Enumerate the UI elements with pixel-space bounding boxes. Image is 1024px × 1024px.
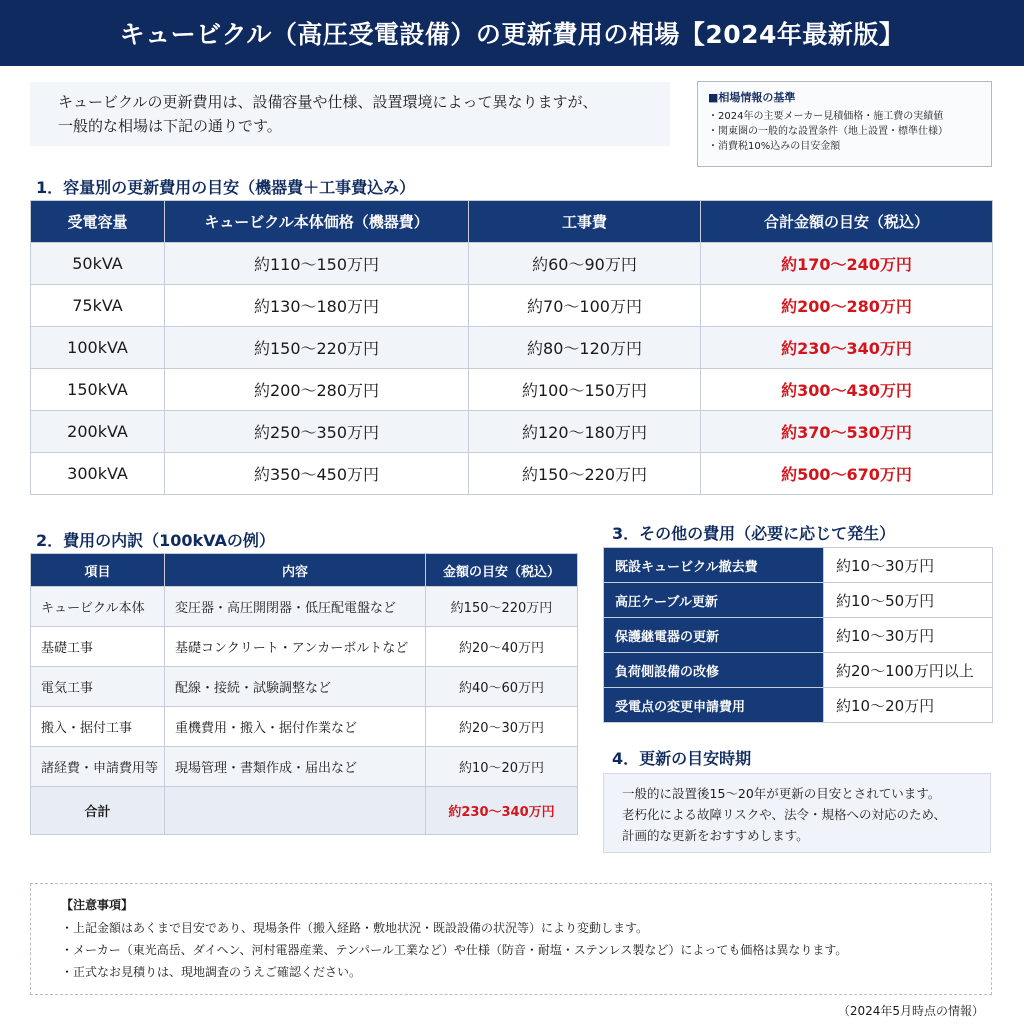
table-row [604, 583, 993, 618]
table-row [31, 627, 578, 667]
note-item: ・上記金額はあくまで目安であり、現場条件（搬入経路・敷地状況・既設設備の状況等）により変動します。 [61, 921, 649, 935]
table-row [31, 587, 578, 627]
item-cell: 基礎工事 [31, 627, 165, 667]
cost-item-value: 約10～50万円 [824, 583, 993, 618]
amount-cell: 約10～20万円 [426, 747, 578, 787]
total-cost-cell: 約300～430万円 [701, 369, 993, 411]
section1-title: 1．容量別の更新費用の目安（機器費＋工事費込み） [36, 178, 416, 197]
column-header: 内容 [165, 554, 426, 587]
cost-item-value: 約10～20万円 [824, 688, 993, 723]
table-row [31, 369, 993, 411]
equipment-cost-cell: 約130～180万円 [165, 285, 469, 327]
amount-cell: 約20～40万円 [426, 627, 578, 667]
cost-item-label: 高圧ケーブル更新 [604, 583, 824, 618]
cost-item-value: 約10～30万円 [824, 548, 993, 583]
table-row [604, 688, 993, 723]
table-header-row [31, 201, 993, 243]
column-header: 受電容量 [31, 201, 165, 243]
renewal-text-line: 一般的に設置後15～20年が更新の目安とされています。 [622, 786, 941, 801]
capacity-cost-table [30, 200, 993, 495]
cost-item-label: 既設キュービクル撤去費 [604, 548, 824, 583]
renewal-text-line: 老朽化による故障リスクや、法令・規格への対応のため、 [622, 807, 947, 822]
table-row [31, 707, 578, 747]
table-row [31, 747, 578, 787]
renewal-timing-box [603, 773, 991, 853]
notes-box [30, 883, 992, 995]
table-header-row [31, 554, 578, 587]
amount-cell: 約20～30万円 [426, 707, 578, 747]
note-item: ・正式なお見積りは、現地調査のうえご確認ください。 [61, 965, 362, 979]
column-header: キュービクル本体価格（機器費） [165, 201, 469, 243]
construction-cost-cell: 約100～150万円 [469, 369, 701, 411]
info-date-note: （2024年5月時点の情報） [837, 1004, 984, 1018]
equipment-cost-cell: 約110～150万円 [165, 243, 469, 285]
total-cost-cell: 約170～240万円 [701, 243, 993, 285]
capacity-cell: 50kVA [31, 243, 165, 285]
table-row [31, 667, 578, 707]
table-row [604, 653, 993, 688]
cost-item-label: 受電点の変更申請費用 [604, 688, 824, 723]
title-banner [0, 0, 1024, 66]
equipment-cost-cell: 約250～350万円 [165, 411, 469, 453]
table-row [31, 243, 993, 285]
basis-title: ■相場情報の基準 [708, 91, 796, 104]
table-row [604, 548, 993, 583]
cost-item-label: 保護継電器の更新 [604, 618, 824, 653]
capacity-cell: 100kVA [31, 327, 165, 369]
intro-box [30, 82, 670, 146]
table-row [31, 285, 993, 327]
column-header: 工事費 [469, 201, 701, 243]
note-item: ・メーカー（東光高岳、ダイヘン、河村電器産業、テンパール工業など）や仕様（防音・耐塩・ステンレス製など）によっても価格は異なります。 [61, 943, 848, 957]
construction-cost-cell: 約120～180万円 [469, 411, 701, 453]
capacity-cell: 300kVA [31, 453, 165, 495]
cost-item-label: 負荷側設備の改修 [604, 653, 824, 688]
cost-item-value: 約10～30万円 [824, 618, 993, 653]
table-row [604, 618, 993, 653]
content-cell: 重機費用・搬入・据付作業など [165, 707, 426, 747]
capacity-cell: 200kVA [31, 411, 165, 453]
other-costs-table [603, 547, 993, 723]
section4-title: 4．更新の目安時期 [612, 749, 752, 768]
page-title: キュービクル（高圧受電設備）の更新費用の相場【2024年最新版】 [119, 20, 905, 49]
content-cell: 現場管理・書類作成・届出など [165, 747, 426, 787]
amount-cell: 約40～60万円 [426, 667, 578, 707]
content-cell: 変圧器・高圧開閉器・低圧配電盤など [165, 587, 426, 627]
total-row [31, 787, 578, 835]
total-cost-cell: 約370～530万円 [701, 411, 993, 453]
item-cell: 搬入・据付工事 [31, 707, 165, 747]
total-empty-cell [165, 787, 426, 835]
table-row [31, 327, 993, 369]
basis-item: ・関東圏の一般的な設置条件（地上設置・標準仕様） [708, 126, 948, 137]
capacity-cell: 150kVA [31, 369, 165, 411]
total-label: 合計 [31, 787, 165, 835]
content-cell: 配線・接続・試験調整など [165, 667, 426, 707]
content-cell: 基礎コンクリート・アンカーボルトなど [165, 627, 426, 667]
item-cell: 諸経費・申請費用等 [31, 747, 165, 787]
intro-line-1: キュービクルの更新費用は、設備容量や仕様、設置環境によって異なりますが、 [58, 93, 598, 111]
construction-cost-cell: 約60～90万円 [469, 243, 701, 285]
item-cell: 電気工事 [31, 667, 165, 707]
basis-item: ・消費税10%込みの目安金額 [708, 141, 841, 152]
breakdown-table [30, 553, 578, 835]
capacity-cell: 75kVA [31, 285, 165, 327]
equipment-cost-cell: 約350～450万円 [165, 453, 469, 495]
equipment-cost-cell: 約150～220万円 [165, 327, 469, 369]
total-cost-cell: 約230～340万円 [701, 327, 993, 369]
construction-cost-cell: 約70～100万円 [469, 285, 701, 327]
item-cell: キュービクル本体 [31, 587, 165, 627]
renewal-text-line: 計画的な更新をおすすめします。 [622, 828, 809, 843]
construction-cost-cell: 約80～120万円 [469, 327, 701, 369]
total-cost-cell: 約200～280万円 [701, 285, 993, 327]
intro-line-2: 一般的な相場は下記の通りです。 [58, 117, 282, 135]
column-header: 金額の目安（税込） [426, 554, 578, 587]
amount-cell: 約150～220万円 [426, 587, 578, 627]
table-row [31, 411, 993, 453]
column-header: 合計金額の目安（税込） [701, 201, 993, 243]
section2-title: 2．費用の内訳（100kVAの例） [36, 531, 275, 550]
notes-title: 【注意事項】 [61, 898, 134, 912]
section3-title: 3．その他の費用（必要に応じて発生） [612, 524, 896, 543]
table-row [31, 453, 993, 495]
construction-cost-cell: 約150～220万円 [469, 453, 701, 495]
cost-item-value: 約20～100万円以上 [824, 653, 993, 688]
column-header: 項目 [31, 554, 165, 587]
basis-box [697, 81, 992, 167]
total-cost-cell: 約500～670万円 [701, 453, 993, 495]
total-amount: 約230～340万円 [426, 787, 578, 835]
equipment-cost-cell: 約200～280万円 [165, 369, 469, 411]
basis-item: ・2024年の主要メーカー見積価格・施工費の実績値 [708, 111, 944, 122]
